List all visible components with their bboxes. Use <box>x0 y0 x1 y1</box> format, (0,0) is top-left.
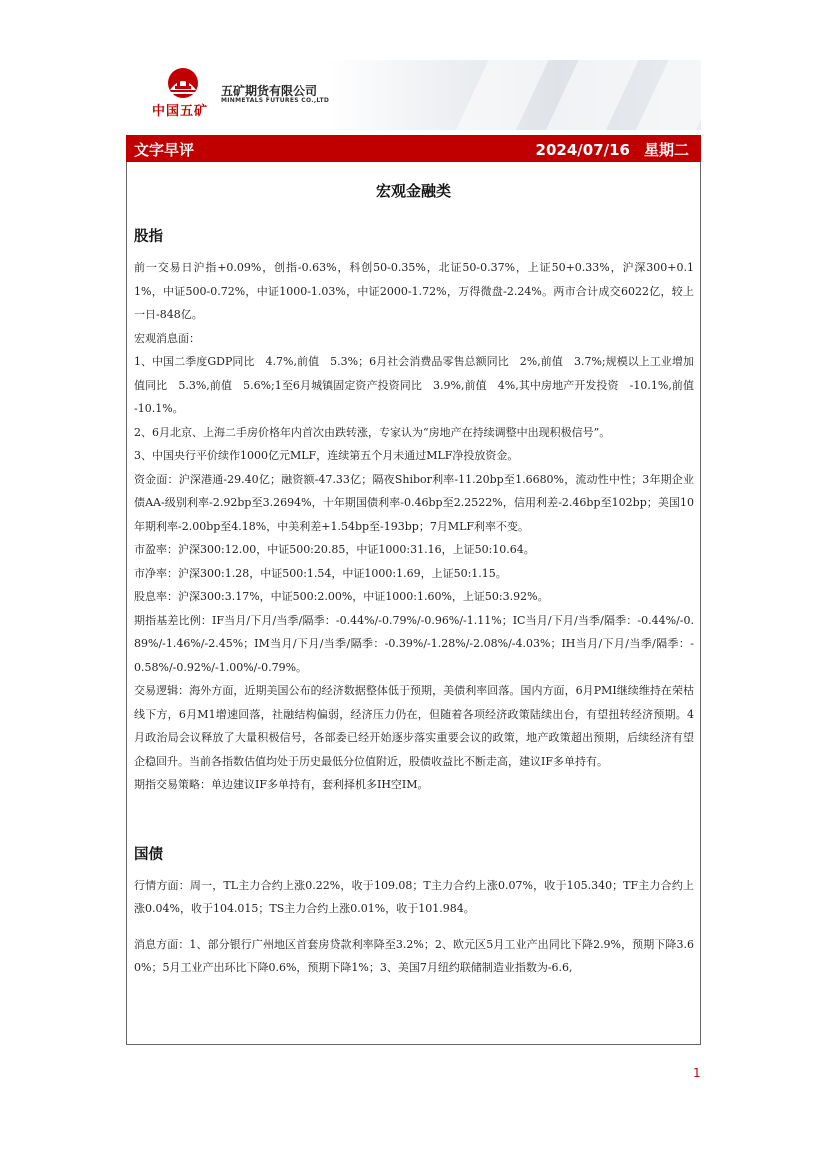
company-name-en: MINMETALS FUTURES CO.,LTD <box>221 97 330 104</box>
stock-index-heading: 股指 <box>134 229 163 245</box>
stock-index-paragraph: 市盈率：沪深300:12.00，中证500:20.85，中证1000:31.16，上证50:10.64。 <box>134 543 535 556</box>
stock-index-paragraph: 1、中国二季度GDP同比 4.7%,前值 5.3%；6月社会消费品零售总额同比 2%,前值 3.7%;规模以上工业增加值同比 5.3%,前值 5.6%;1至6月城镇固定资产投资同比 3.9%,前值 4%,其中房地产开发投资 -10.1%,前值 -10.1%。 <box>134 355 705 415</box>
report-date-group <box>522 139 689 160</box>
stock-index-paragraph: 2、6月北京、上海二手房价格年内首次由跌转涨，专家认为“房地产在持续调整中出现积极信号”。 <box>134 425 611 439</box>
stock-index-paragraph: 3、中国央行平价续作1000亿元MLF，连续第五个月未通过MLF净投放资金。 <box>134 449 519 462</box>
report-date: 2024/07/16 <box>535 141 630 159</box>
stock-index-paragraph: 前一交易日沪指+0.09%，创指-0.63%，科创50-0.35%，北证50-0.37%，上证50+0.33%，沪深300+0.11%，中证500-0.72%，中证1000-1.03%，中证2000-1.72%，万得微盘-2.24%。两市合计成交6022亿，较上一日-848亿。 <box>134 261 694 321</box>
stock-index-paragraph: 宏观消息面： <box>134 331 200 345</box>
section-title: 宏观金融类 <box>375 182 451 200</box>
logo-text: 中国五矿 <box>152 104 209 119</box>
report-weekday: 星期二 <box>643 141 689 159</box>
company-name-cn: 五矿期货有限公司 <box>221 84 318 98</box>
report-title: 文字早评 <box>134 141 195 159</box>
title-bar <box>126 135 701 162</box>
stock-index-paragraph: 股息率：沪深300:3.17%，中证500:2.00%，中证1000:1.60%，上证50:3.92%。 <box>134 590 549 603</box>
treasury-news-paragraph: 消息方面：1、部分银行广州地区首套房贷款利率降至3.2%；2、欧元区5月工业产出同比下降2.9%，预期下降3.60%；5月工业产出环比下降0.6%，预期下降1%；3、美国7月纽约联储制造业指数为-6.6, <box>134 937 694 974</box>
stock-index-paragraph: 交易逻辑：海外方面，近期美国公布的经济数据整体低于预期，美债利率回落。国内方面，6月PMI继续维持在荣枯线下方，6月M1增速回落，社融结构偏弱，经济压力仍在，但随着各项经济政策陆续出台，有望扭转经济预期。4月政治局会议释放了大量积极信号，各部委已经开始逐步落实重要会议的政策，地产政策超出预期，后续经济有望企稳回升。当前各指数估值均处于历史最低分位值附近，股债收益比不断走高，建议IF多单持有。 <box>134 684 694 768</box>
header-banner <box>126 60 701 130</box>
page-number: 1 <box>693 1066 701 1080</box>
treasury-heading: 国债 <box>134 846 163 863</box>
minmetals-logo-icon <box>165 66 201 100</box>
stock-index-paragraph: 市净率：沪深300:1.28，中证500:1.54，中证1000:1.69，上证50:1.15。 <box>134 566 507 580</box>
stock-index-paragraph: 期指交易策略：单边建议IF多单持有，套利择机多IH空IM。 <box>134 778 429 791</box>
stock-index-paragraph: 资金面：沪深港通-29.40亿；融资额-47.33亿；隔夜Shibor利率-11.20bp至1.6680%，流动性中性；3年期企业债AA-级别利率-2.92bp至3.2694%，十年期国债利率-0.46bp至2.2522%，信用利差-2.46bp至102bp；美国10年期利率-2.00bp至4.18%，中美利差+1.54bp至-193bp；7月MLF利率不变。 <box>134 472 694 533</box>
treasury-market-paragraph: 行情方面：周一，TL主力合约上涨0.22%，收于109.08；T主力合约上涨0.07%，收于105.340；TF主力合约上涨0.04%，收于104.015；TS主力合约上涨0.01%，收于101.984。 <box>134 878 694 915</box>
content-box <box>126 162 705 1045</box>
stock-index-paragraph: 期指基差比例：IF当月/下月/当季/隔季：-0.44%/-0.79%/-0.96%/-1.11%；IC当月/下月/当季/隔季：-0.44%/-0.89%/-1.46%/-2.45%；IM当月/下月/当季/隔季：-0.39%/-1.28%/-2.08%/-4.03%；IH当月/下月/当季/隔季：-0.58%/-0.92%/-1.00%/-0.79%。 <box>134 613 694 674</box>
